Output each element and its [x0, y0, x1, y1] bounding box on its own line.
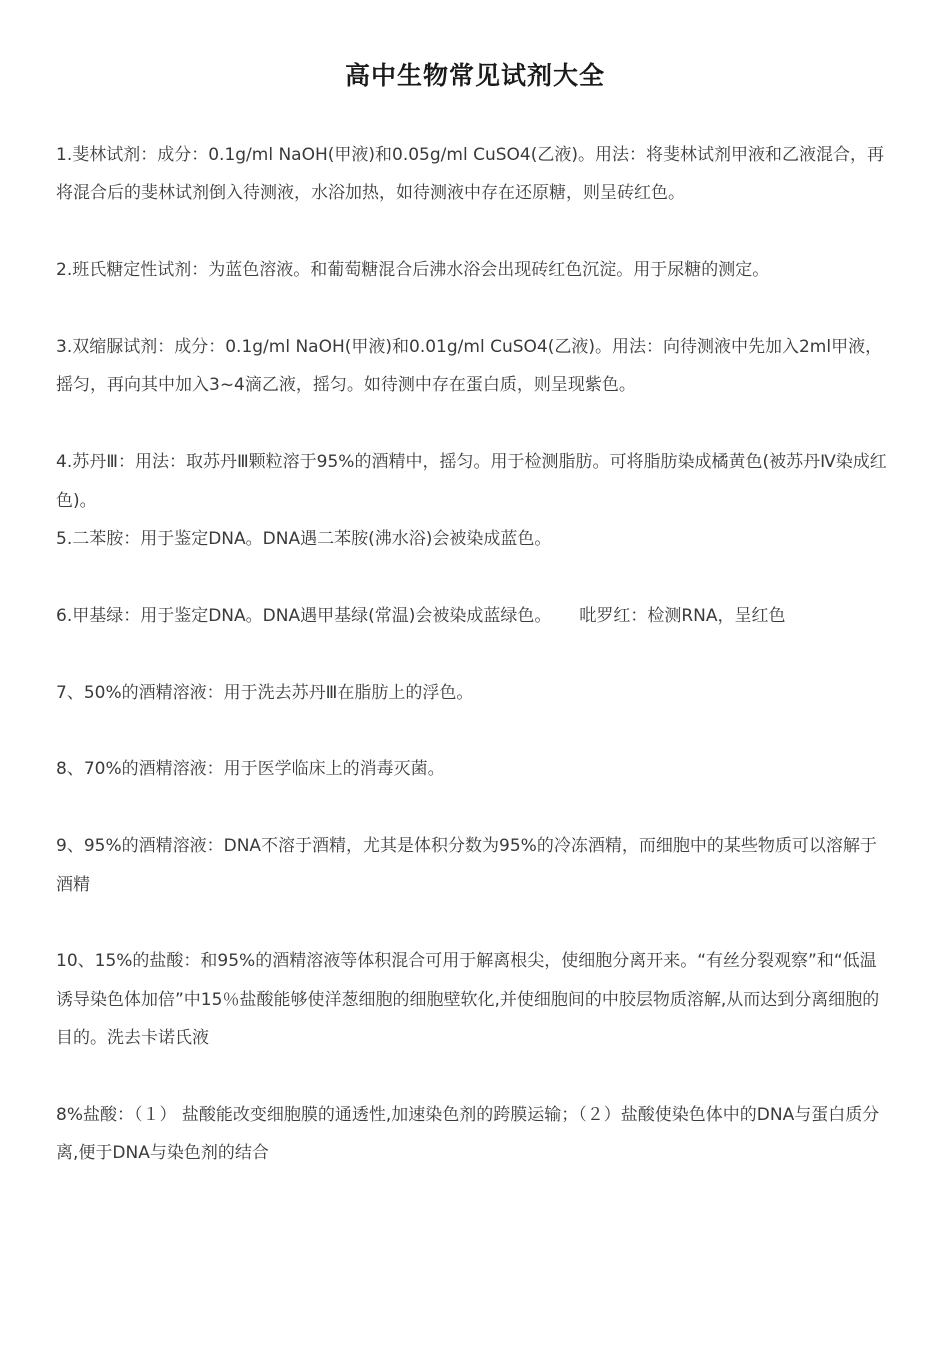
- paragraph-sudan-iii: 4.苏丹Ⅲ：用法：取苏丹Ⅲ颗粒溶于95%的酒精中，摇匀。用于检测脂肪。可将脂肪染成橘黄色(被苏丹Ⅳ染成红色)。: [56, 452, 887, 511]
- document-body: [56, 136, 892, 1173]
- document-title: 高中生物常见试剂大全: [344, 61, 605, 90]
- paragraph-diphenylamine: 5.二苯胺：用于鉴定DNA。DNA遇二苯胺(沸水浴)会被染成蓝色。: [56, 529, 552, 550]
- paragraph-alcohol-70: 8、70%的酒精溶液：用于医学临床上的消毒灭菌。: [56, 759, 445, 780]
- paragraph-benedict-reagent: 2.班氏糖定性试剂：为蓝色溶液。和葡萄糖混合后沸水浴会出现砖红色沉淀。用于尿糖的测定。: [56, 260, 770, 281]
- paragraph-fehling-reagent: 1.斐林试剂：成分：0.1g/ml NaOH(甲液)和0.05g/ml CuSO4(乙液)。用法：将斐林试剂甲液和乙液混合，再将混合后的斐林试剂倒入待测液，水浴加热，如待测液中存在还原糖，则呈砖红色。: [56, 145, 884, 204]
- methyl-green-text: 6.甲基绿：用于鉴定DNA。DNA遇甲基绿(常温)会被染成蓝绿色。: [56, 605, 552, 626]
- paragraph-alcohol-95: 9、95%的酒精溶液：DNA不溶于酒精，尤其是体积分数为95%的冷冻酒精，而细胞中的某些物质可以溶解于酒精: [56, 836, 877, 895]
- paragraph-hcl-15: 10、15%的盐酸：和95%的酒精溶液等体积混合可用于解离根尖，使细胞分离开来。“有丝分裂观察”和“低温诱导染色体加倍”中15％盐酸能够使洋葱细胞的细胞壁软化,并使细胞间的中胶层物质溶解,从而达到分离细胞的目的。洗去卡诺氏液: [56, 951, 880, 1049]
- pyronin-text: 吡罗红：检测RNA，呈红色: [579, 605, 786, 626]
- paragraph-methyl-green: [56, 597, 892, 635]
- paragraph-alcohol-50: 7、50%的酒精溶液：用于洗去苏丹Ⅲ在脂肪上的浮色。: [56, 682, 474, 703]
- paragraph-hcl-8: 8%盐酸：（１） 盐酸能改变细胞膜的通透性,加速染色剂的跨膜运输；（２）盐酸使染色体中的DNA与蛋白质分离,便于DNA与染色剂的结合: [56, 1105, 880, 1164]
- paragraph-biuret-reagent: 3.双缩脲试剂：成分：0.1g/ml NaOH(甲液)和0.01g/ml CuSO4(乙液)。用法：向待测液中先加入2ml甲液，摇匀，再向其中加入3~4滴乙液，摇匀。如待测中存在蛋白质，则呈现紫色。: [56, 337, 883, 396]
